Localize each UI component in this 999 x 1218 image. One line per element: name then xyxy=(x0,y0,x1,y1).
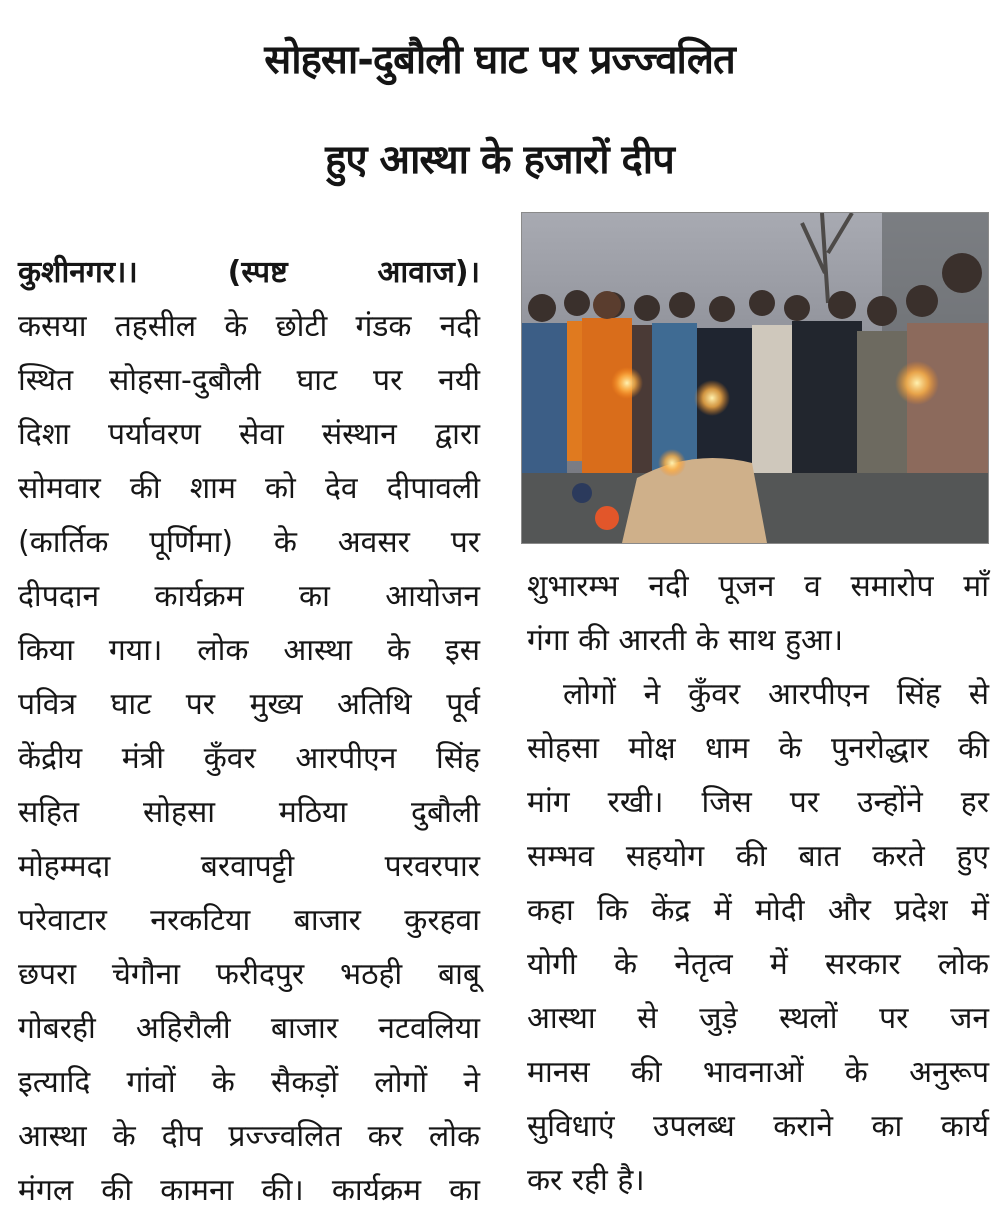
body-line: आस्था के दीप प्रज्ज्वलित कर लोक xyxy=(18,1119,480,1154)
body-line: दिशा पर्यावरण सेवा संस्थान द्वारा xyxy=(18,417,480,452)
news-photo-crowd-lighting-lamps-icon xyxy=(522,213,988,543)
news-photo xyxy=(521,212,989,544)
body-line: सम्भव सहयोग की बात करते हुए xyxy=(527,839,989,874)
body-line: पवित्र घाट पर मुख्य अतिथि पूर्व xyxy=(18,687,480,722)
body-line: मांग रखी। जिस पर उन्होंने हर xyxy=(527,785,989,820)
body-line: सोमवार की शाम को देव दीपावली xyxy=(18,471,480,506)
body-line: केंद्रीय मंत्री कुँवर आरपीएन सिंह xyxy=(18,741,480,776)
body-line: मानस की भावनाओं के अनुरूप xyxy=(527,1055,989,1090)
body-line: मंगल की कामना की। कार्यक्रम का xyxy=(18,1173,480,1208)
body-line: कर रही है। xyxy=(527,1163,645,1198)
body-line: गोबरही अहिरौली बाजार नटवलिया xyxy=(18,1011,480,1046)
body-line: किया गया। लोक आस्था के इस xyxy=(18,633,480,668)
body-line: शुभारम्भ नदी पूजन व समारोप माँ xyxy=(527,569,989,604)
body-line: लोगों ने कुँवर आरपीएन सिंह से xyxy=(563,677,989,712)
body-line: सोहसा मोक्ष धाम के पुनरोद्धार की xyxy=(527,731,989,766)
body-line: मोहम्मदा बरवापट्टी परवरपार xyxy=(18,849,480,884)
dateline: कुशीनगर।। (स्पष्ट आवाज)। xyxy=(18,255,480,290)
headline-line-1: सोहसा-दुबौली घाट पर प्रज्ज्वलित xyxy=(264,37,735,83)
body-line: परेवाटार नरकटिया बाजार कुरहवा xyxy=(18,903,480,938)
body-line: गंगा की आरती के साथ हुआ। xyxy=(527,623,844,658)
right-column xyxy=(527,560,989,1208)
headline xyxy=(0,10,999,210)
body-line: आस्था से जुड़े स्थलों पर जन xyxy=(527,1001,989,1036)
body-line: (कार्तिक पूर्णिमा) के अवसर पर xyxy=(18,525,480,560)
left-column xyxy=(18,246,480,1218)
body-line: इत्यादि गांवों के सैकड़ों लोगों ने xyxy=(18,1065,480,1100)
body-line: छपरा चेगौना फरीदपुर भठही बाबू xyxy=(18,957,480,992)
body-line: कहा कि केंद्र में मोदी और प्रदेश में xyxy=(527,893,989,928)
body-line: योगी के नेतृत्व में सरकार लोक xyxy=(527,947,989,982)
body-line: स्थित सोहसा-दुबौली घाट पर नयी xyxy=(18,363,480,398)
body-line: दीपदान कार्यक्रम का आयोजन xyxy=(18,579,480,614)
body-line: सुविधाएं उपलब्ध कराने का कार्य xyxy=(527,1109,989,1144)
body-line: सहित सोहसा मठिया दुबौली xyxy=(18,795,480,830)
headline-line-2: हुए आस्था के हजारों दीप xyxy=(325,137,674,183)
body-line: कसया तहसील के छोटी गंडक नदी xyxy=(18,309,480,344)
